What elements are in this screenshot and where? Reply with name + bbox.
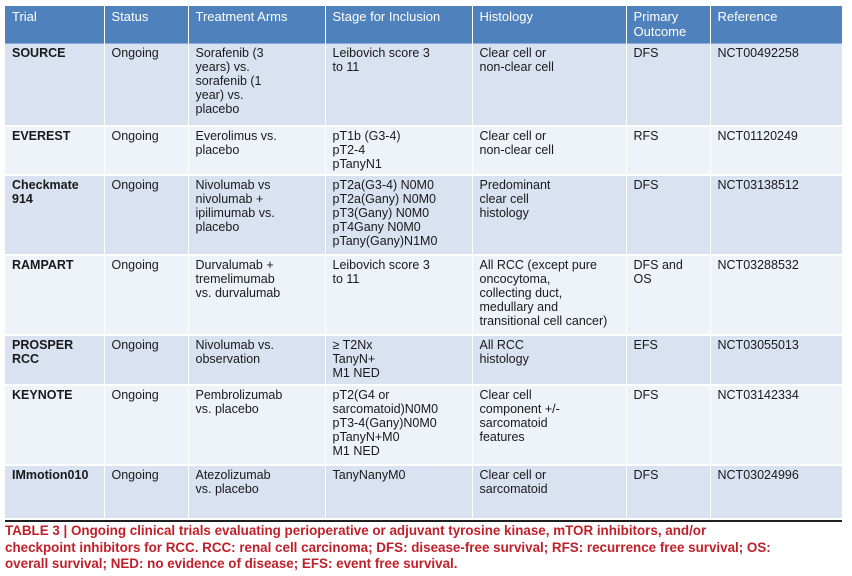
cell-text-line: histology <box>479 351 529 366</box>
cell-text-line: Clear cell or <box>479 467 547 482</box>
cell-text-line: pT2-4 <box>332 142 366 157</box>
cell-text-line: placebo <box>195 219 240 234</box>
cell-histology <box>472 175 626 255</box>
cell-primary-outcome <box>626 385 710 465</box>
cell-trial <box>5 385 104 465</box>
cell-text-line: year) vs. <box>195 88 244 102</box>
cell-status <box>104 44 188 126</box>
cell-treatment-arms <box>188 175 325 255</box>
table-row <box>5 44 842 126</box>
cell-text-line: vs. placebo <box>195 481 259 496</box>
cell-text-line: vs. durvalumab <box>195 285 281 300</box>
table-row <box>5 126 842 175</box>
header-stage: Stage for Inclusion <box>325 6 472 44</box>
cell-text-line: Checkmate <box>12 177 79 192</box>
cell-stage <box>325 385 472 465</box>
cell-reference <box>710 44 842 126</box>
cell-text-line: pTanyN+M0 <box>332 429 400 444</box>
cell-text-line: KEYNOTE <box>12 387 73 402</box>
cell-reference <box>710 385 842 465</box>
cell-text-line: pT2(G4 or <box>332 387 390 402</box>
cell-text-line: Durvalumab + <box>195 257 274 272</box>
header-treatment-arms: Treatment Arms <box>188 6 325 44</box>
cell-text-line: non-clear cell <box>479 60 554 74</box>
cell-text-line: placebo <box>195 102 240 116</box>
cell-text-line: TanyNanyM0 <box>332 467 406 482</box>
cell-text-line: years) vs. <box>195 60 250 74</box>
cell-text-line: to 11 <box>332 60 360 74</box>
cell-text-line: pT3(Gany) N0M0 <box>332 205 430 220</box>
cell-status <box>104 385 188 465</box>
cell-text-line: Sorafenib (3 <box>195 46 264 60</box>
cell-text-line: All RCC <box>479 337 524 352</box>
cell-text-line: pT2a(G3-4) N0M0 <box>332 177 434 192</box>
cell-treatment-arms <box>188 335 325 385</box>
header-primary-outcome: Primary Outcome <box>626 6 710 44</box>
cell-text-line: RAMPART <box>12 257 74 272</box>
cell-text-line: Everolimus vs. <box>195 128 277 143</box>
cell-stage <box>325 255 472 335</box>
cell-text-line: Clear cell <box>479 387 532 402</box>
cell-text-line: NCT03024996 <box>717 467 799 482</box>
cell-text-line: Ongoing <box>111 177 159 192</box>
cell-status <box>104 465 188 519</box>
table-row <box>5 335 842 385</box>
cell-text-line: Ongoing <box>111 257 159 272</box>
cell-stage <box>325 465 472 519</box>
table-row <box>5 465 842 519</box>
cell-reference <box>710 126 842 175</box>
cell-text-line: Leibovich score 3 <box>332 257 430 272</box>
cell-histology <box>472 335 626 385</box>
header-status: Status <box>104 6 188 44</box>
cell-text-line: Ongoing <box>111 337 159 352</box>
cell-text-line: EVEREST <box>12 128 71 143</box>
cell-text-line: pT4Gany N0M0 <box>332 219 421 234</box>
cell-text-line: M1 NED <box>332 443 380 458</box>
cell-text-line: medullary and <box>479 299 559 314</box>
cell-histology <box>472 465 626 519</box>
cell-reference <box>710 465 842 519</box>
cell-trial <box>5 175 104 255</box>
cell-text-line: pT2a(Gany) N0M0 <box>332 191 437 206</box>
cell-primary-outcome <box>626 335 710 385</box>
cell-reference <box>710 255 842 335</box>
cell-text-line: Ongoing <box>111 467 159 482</box>
table-body <box>5 44 842 519</box>
cell-text-line: sorafenib (1 <box>195 74 262 88</box>
cell-stage <box>325 126 472 175</box>
trials-table <box>5 6 842 520</box>
cell-text-line: Nivolumab vs. <box>195 337 274 352</box>
cell-text-line: clear cell <box>479 191 529 206</box>
cell-text-line: histology <box>479 205 529 220</box>
cell-text-line: pT1b (G3-4) <box>332 128 401 143</box>
cell-treatment-arms <box>188 126 325 175</box>
cell-text-line: component +/- <box>479 401 560 416</box>
cell-text-line: NCT03138512 <box>717 177 799 192</box>
cell-text-line: Predominant <box>479 177 551 192</box>
cell-text-line: RFS <box>633 128 659 143</box>
cell-text-line: DFS <box>633 387 659 402</box>
cell-text-line: pT3-4(Gany)N0M0 <box>332 415 437 430</box>
cell-text-line: DFS <box>633 46 659 60</box>
cell-text-line: collecting duct, <box>479 285 563 300</box>
cell-text-line: placebo <box>195 142 240 157</box>
cell-treatment-arms <box>188 255 325 335</box>
cell-stage <box>325 44 472 126</box>
cell-primary-outcome <box>626 465 710 519</box>
cell-histology <box>472 126 626 175</box>
cell-text-line: DFS <box>633 177 659 192</box>
cell-trial <box>5 335 104 385</box>
cell-reference <box>710 335 842 385</box>
cell-text-line: TanyN+ <box>332 351 376 366</box>
table-header-row <box>5 6 842 44</box>
cell-text-line: non-clear cell <box>479 142 554 157</box>
caption-line: checkpoint inhibitors for RCC. RCC: renal cell carcinoma; DFS: disease-free survival; RFS: recurrence free survival; OS: <box>5 539 771 555</box>
caption-line: overall survival; NED: no evidence of disease; EFS: event free survival. <box>5 556 458 571</box>
cell-text-line: NCT03288532 <box>717 257 799 272</box>
cell-status <box>104 126 188 175</box>
cell-status <box>104 255 188 335</box>
cell-text-line: NCT03142334 <box>717 387 799 402</box>
cell-primary-outcome <box>626 44 710 126</box>
header-histology: Histology <box>472 6 626 44</box>
trials-table-container <box>5 6 842 520</box>
cell-trial <box>5 44 104 126</box>
cell-text-line: SOURCE <box>12 46 66 60</box>
cell-text-line: All RCC (except pure <box>479 257 597 272</box>
cell-text-line: ipilimumab vs. <box>195 205 275 220</box>
cell-trial <box>5 255 104 335</box>
cell-treatment-arms <box>188 385 325 465</box>
table-row <box>5 385 842 465</box>
table-caption <box>5 523 847 573</box>
cell-text-line: to 11 <box>332 271 360 286</box>
cell-primary-outcome <box>626 126 710 175</box>
cell-text-line: NCT00492258 <box>717 46 799 60</box>
cell-status <box>104 175 188 255</box>
cell-text-line: pTany(Gany)N1M0 <box>332 233 438 248</box>
header-trial: Trial <box>5 6 104 44</box>
cell-text-line: sarcomatoid <box>479 415 548 430</box>
cell-primary-outcome <box>626 175 710 255</box>
cell-histology <box>472 44 626 126</box>
cell-text-line: transitional cell cancer) <box>479 313 608 328</box>
table-bottom-rule <box>5 520 842 522</box>
header-reference: Reference <box>710 6 842 44</box>
cell-text-line: Ongoing <box>111 46 159 60</box>
cell-treatment-arms <box>188 465 325 519</box>
cell-reference <box>710 175 842 255</box>
cell-treatment-arms <box>188 44 325 126</box>
cell-text-line: Atezolizumab <box>195 467 271 482</box>
cell-text-line: RCC <box>12 351 40 366</box>
cell-text-line: NCT01120249 <box>717 128 798 143</box>
table-row <box>5 255 842 335</box>
cell-text-line: Leibovich score 3 <box>332 46 430 60</box>
cell-text-line: NCT03055013 <box>717 337 799 352</box>
cell-text-line: EFS <box>633 337 658 352</box>
cell-text-line: oncocytoma, <box>479 271 551 286</box>
cell-text-line: Clear cell or <box>479 128 547 143</box>
cell-stage <box>325 175 472 255</box>
cell-text-line: DFS <box>633 467 659 482</box>
cell-trial <box>5 126 104 175</box>
cell-text-line: Pembrolizumab <box>195 387 283 402</box>
cell-text-line: DFS and <box>633 257 683 272</box>
cell-histology <box>472 255 626 335</box>
cell-stage <box>325 335 472 385</box>
cell-text-line: observation <box>195 351 261 366</box>
cell-text-line: OS <box>633 271 652 286</box>
table-row <box>5 175 842 255</box>
cell-text-line: tremelimumab <box>195 271 275 286</box>
caption-line: TABLE 3 | Ongoing clinical trials evaluating perioperative or adjuvant tyrosine kinase, mTOR inhibitors, and/or <box>5 523 707 538</box>
cell-text-line: Ongoing <box>111 128 159 143</box>
cell-text-line: Ongoing <box>111 387 159 402</box>
cell-text-line: 914 <box>12 191 33 206</box>
cell-text-line: M1 NED <box>332 365 380 380</box>
cell-text-line: features <box>479 429 525 444</box>
cell-text-line: sarcomatoid <box>479 481 548 496</box>
cell-text-line: vs. placebo <box>195 401 259 416</box>
cell-text-line: sarcomatoid)N0M0 <box>332 401 439 416</box>
cell-text-line: ≥ T2Nx <box>332 337 373 352</box>
cell-text-line: pTanyN1 <box>332 156 382 171</box>
cell-text-line: IMmotion010 <box>12 467 89 482</box>
cell-trial <box>5 465 104 519</box>
cell-histology <box>472 385 626 465</box>
cell-status <box>104 335 188 385</box>
cell-text-line: PROSPER <box>12 337 74 352</box>
cell-text-line: Clear cell or <box>479 46 547 60</box>
cell-text-line: nivolumab + <box>195 191 264 206</box>
cell-primary-outcome <box>626 255 710 335</box>
cell-text-line: Nivolumab vs <box>195 177 271 192</box>
